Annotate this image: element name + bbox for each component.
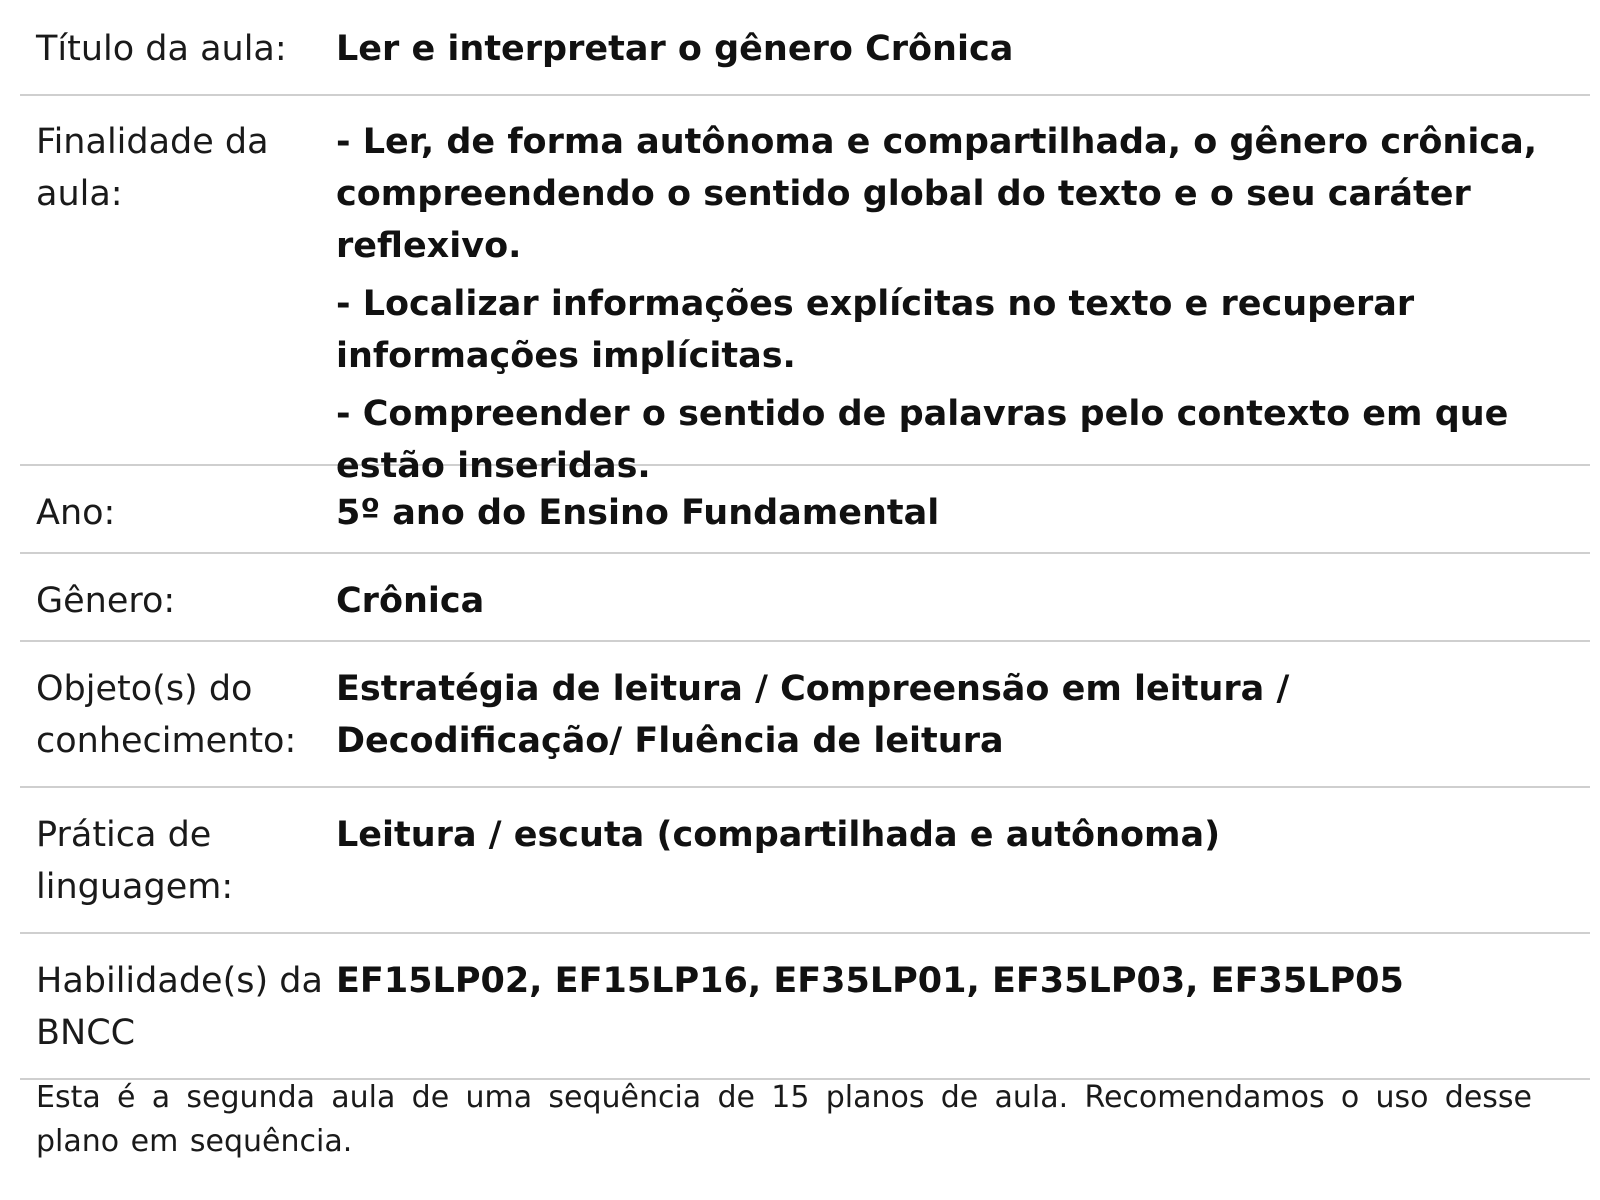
row-value <box>336 809 1590 932</box>
row-value <box>336 955 1590 1078</box>
row-label: Objeto(s) do conhecimento: <box>36 669 297 761</box>
lesson-info-table <box>20 0 1590 1080</box>
school-year-value: 5º ano do Ensino Fundamental <box>336 493 940 533</box>
row-label: Finalidade da aula: <box>36 122 269 214</box>
row-lesson-purpose <box>20 96 1590 486</box>
row-lesson-title <box>20 0 1590 96</box>
row-bncc-skills <box>20 934 1590 1080</box>
purpose-item: - Ler, de forma autônoma e compartilhada, o gênero crônica, compreendendo o sentido global do texto e o seu caráter reflexivo. <box>336 122 1538 266</box>
row-value <box>336 23 1590 94</box>
row-value <box>336 575 1590 640</box>
row-genre <box>20 554 1590 642</box>
row-label: Prática de linguagem: <box>36 815 234 907</box>
bncc-skills-value: EF15LP02, EF15LP16, EF35LP01, EF35LP03, EF35LP05 <box>336 961 1404 1001</box>
genre-value: Crônica <box>336 581 485 621</box>
lesson-title-value: Ler e interpretar o gênero Crônica <box>336 29 1014 69</box>
sequence-note: Esta é a segunda aula de uma sequência de 15 planos de aula. Recomendamos o uso desse plano em sequência. <box>36 1080 1532 1159</box>
purpose-item: - Localizar informações explícitas no texto e recuperar informações implícitas. <box>336 284 1415 376</box>
row-language-practice <box>20 788 1590 934</box>
purpose-item: - Compreender o sentido de palavras pelo contexto em que estão inseridas. <box>336 394 1509 486</box>
row-value <box>336 663 1590 786</box>
row-value <box>336 487 1590 552</box>
row-knowledge-objects <box>20 642 1590 788</box>
row-value <box>336 116 1590 486</box>
row-label: Ano: <box>36 493 116 533</box>
row-label: Gênero: <box>36 581 176 621</box>
language-practice-value: Leitura / escuta (compartilhada e autônoma) <box>336 815 1221 855</box>
row-label: Habilidade(s) da BNCC <box>36 961 323 1053</box>
row-label: Título da aula: <box>36 29 287 69</box>
knowledge-objects-value: Estratégia de leitura / Compreensão em leitura / Decodificação/ Fluência de leitura <box>336 669 1290 761</box>
